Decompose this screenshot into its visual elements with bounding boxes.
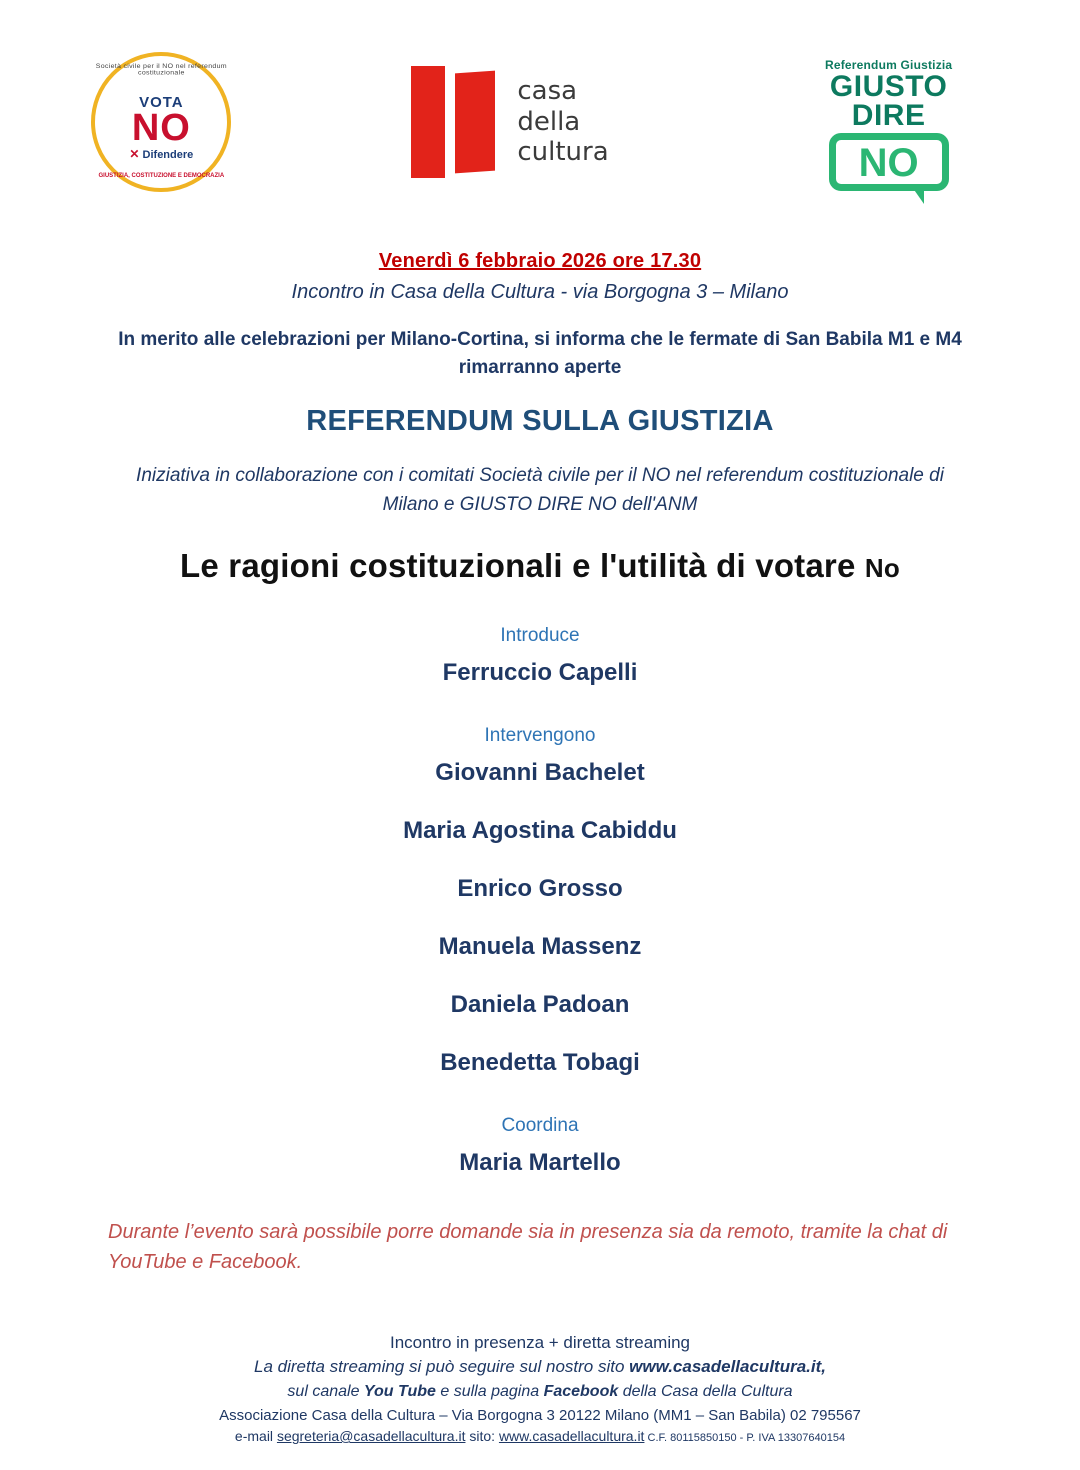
vota-no-vota-text: VOTA <box>139 94 184 112</box>
footer-channel-suffix: della Casa della Cultura <box>618 1383 793 1401</box>
chat-note: Durante l’evento sarà possibile porre domande sia in presenza sia da remoto, tramite la chat di YouTube e Facebook. <box>108 1221 948 1274</box>
footer-email-link[interactable]: segreteria@casadellacultura.it <box>276 1428 466 1445</box>
introduce-name: Ferruccio Capelli <box>442 659 638 687</box>
transit-notice: In merito alle celebrazioni per Milano-Cortina, si informa che le fermate di San Babila M1 e M4 rimarranno aperte <box>118 329 962 378</box>
speaker-name: Manuela Massenz <box>438 933 642 961</box>
event-title <box>72 547 1008 585</box>
footer-site-line <box>72 1357 1008 1377</box>
poster-content <box>0 250 1080 1444</box>
cross-icon: ✕ <box>129 146 140 161</box>
vota-no-bottom-text: GIUSTIZIA, COSTITUZIONE E DEMOCRAZIA <box>98 172 225 179</box>
introduce-label: Introduce <box>500 625 580 647</box>
footer-site-link[interactable]: www.casadellacultura.it <box>498 1428 645 1445</box>
poster-footer <box>72 1333 1008 1444</box>
footer-fiscal-info: C.F. 80115850150 - P. IVA 13307640154 <box>644 1432 846 1445</box>
vota-no-ring-text: Società civile per il NO nel referendum costituzionale <box>95 63 227 77</box>
coordinator-name: Maria Martello <box>459 1149 621 1177</box>
giusto-no-text: NO <box>858 140 919 185</box>
footer-channels-line <box>72 1383 1008 1401</box>
casa-della-cultura-wordmark <box>517 76 608 168</box>
casa-line-1: casa <box>517 75 578 106</box>
coordinator-label: Coordina <box>501 1115 579 1137</box>
speaker-name: Benedetta Tobagi <box>440 1049 640 1077</box>
footer-site-prefix: La diretta streaming si può seguire sul nostro sito <box>254 1357 630 1377</box>
vota-no-logo <box>91 52 231 192</box>
event-venue: Incontro in Casa della Cultura - via Borgogna 3 – Milano <box>291 281 789 303</box>
footer-streaming-line: Incontro in presenza + diretta streaming <box>389 1333 691 1353</box>
logo-row <box>0 0 1080 192</box>
casa-line-2: della <box>517 106 581 137</box>
collaboration-note: Iniziativa in collaborazione con i comitati Società civile per il NO nel referendum costituzionale di Milano e GIUSTO DIRE NO dell'ANM <box>136 465 944 515</box>
event-title-suffix: No <box>864 553 900 584</box>
giusto-text: GIUSTO <box>829 70 948 103</box>
event-date: Venerdì 6 febbraio 2026 ore 17.30 <box>378 250 702 272</box>
facebook-label: Facebook <box>543 1383 619 1401</box>
speaker-name: Enrico Grosso <box>457 875 623 903</box>
speaker-name: Maria Agostina Cabiddu <box>403 817 677 845</box>
event-title-main: Le ragioni costituzionali e l'utilità di votare <box>180 547 865 585</box>
giusto-dire-no-logo <box>789 58 989 191</box>
youtube-label: You Tube <box>363 1383 436 1401</box>
casa-della-cultura-logo <box>411 66 608 178</box>
vota-no-difendere-text: ✕ Difendere <box>129 146 194 161</box>
speaker-name: Daniela Padoan <box>450 991 630 1019</box>
speech-bubble-icon <box>829 133 949 191</box>
footer-contact-line <box>72 1428 1008 1444</box>
footer-site-label: sito: <box>465 1428 499 1445</box>
open-book-icon <box>411 66 503 178</box>
footer-site-url: www.casadellacultura.it, <box>629 1357 826 1377</box>
speakers-label: Intervengono <box>484 725 596 747</box>
footer-address-line: Associazione Casa della Cultura – Via Borgogna 3 20122 Milano (MM1 – San Babila) 02 795567 <box>219 1407 861 1425</box>
footer-email-label: e-mail <box>234 1428 277 1445</box>
speaker-name: Giovanni Bachelet <box>435 759 645 787</box>
event-headline: REFERENDUM SULLA GIUSTIZIA <box>306 405 774 438</box>
footer-channel-prefix: sul canale <box>287 1383 364 1401</box>
giusto-top-text: Referendum Giustizia <box>824 58 953 72</box>
footer-channel-mid: e sulla pagina <box>435 1383 544 1401</box>
casa-line-3: cultura <box>517 137 609 168</box>
dire-text: DIRE <box>851 99 926 133</box>
vota-no-no-text: NO <box>131 107 191 150</box>
